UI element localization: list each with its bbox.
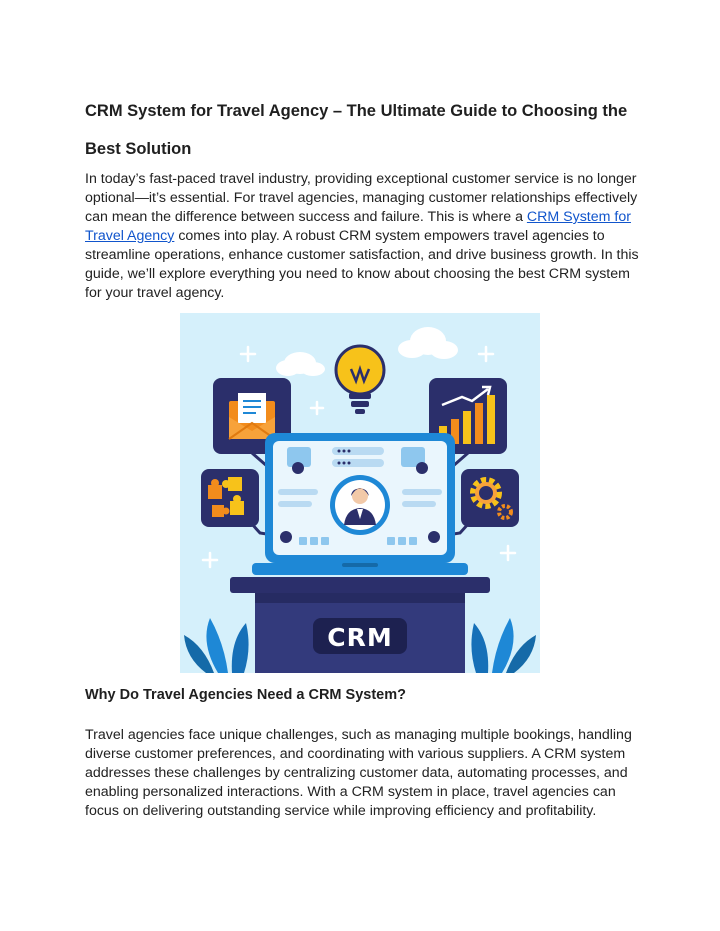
user-avatar-icon: [330, 475, 390, 535]
intro-text-after-link: comes into play. A robust CRM system empowers travel agencies to streamline operations, enhance customer satisfaction, and drive business growth. In this guide, we’ll explore everything you need to know about choosing the best CRM system for your travel agency.: [85, 228, 639, 301]
section-heading: Why Do Travel Agencies Need a CRM System?: [85, 687, 406, 703]
intro-paragraph: [85, 170, 645, 303]
title-line-2: Best Solution: [85, 140, 192, 158]
section-paragraph: Travel agencies face unique challenges, such as managing multiple bookings, handling diverse customer preferences, and coordinating with various suppliers. A CRM system addresses these challenges by centralizing customer data, automating processes, and enabling personalized interactions. With a CRM system in place, travel agencies can focus on delivering outstanding service while improving efficiency and profitability.: [85, 727, 632, 819]
crm-podium: [230, 577, 490, 673]
crm-badge-text: CRM: [327, 623, 393, 652]
puzzle-card: [201, 469, 259, 527]
page-title: [85, 92, 645, 168]
title-line-1: CRM System for Travel Agency – The Ultimate Guide to Choosing the: [85, 102, 628, 120]
gear-card: [461, 469, 519, 527]
laptop: [252, 433, 468, 575]
intro-text-before-link: In today’s fast-paced travel industry, providing exceptional customer service is no longer optional—it’s essential. For travel agencies, managing customer relationships effectively can mean the difference between success and failure. This is where a: [85, 171, 638, 225]
crm-system-link[interactable]: CRM System for Travel Agency: [85, 209, 631, 244]
crm-illustration: [180, 313, 540, 673]
